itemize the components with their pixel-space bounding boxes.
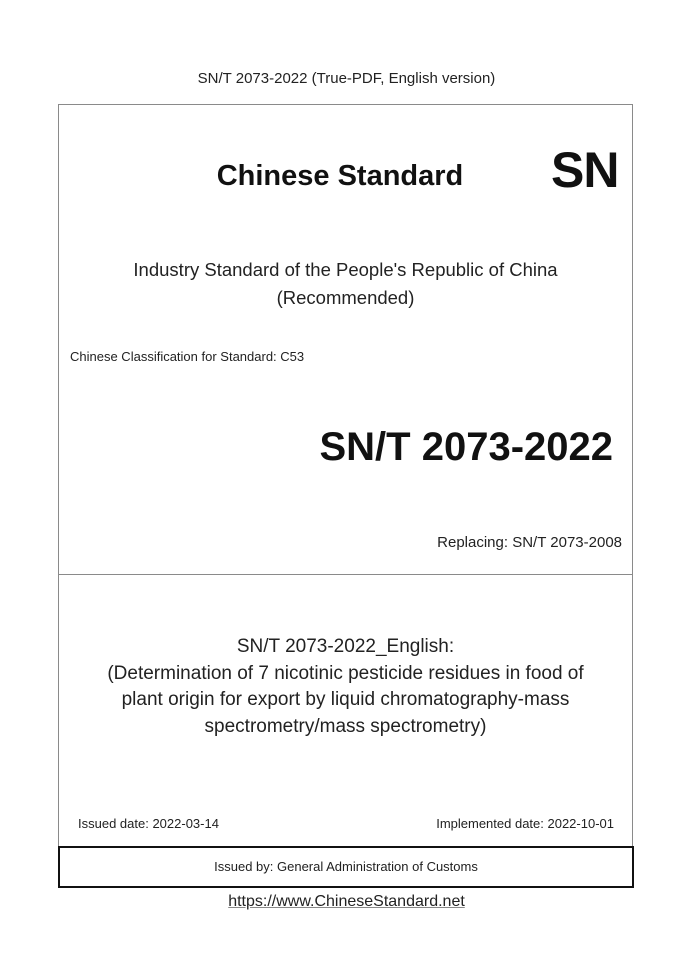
document-header-title: SN/T 2073-2022 (True-PDF, English version) — [197, 70, 496, 87]
website-link-container — [0, 893, 693, 911]
description-line-1: SN/T 2073-2022_English: — [236, 636, 455, 657]
issued-by-text: Issued by: General Administration of Customs — [214, 859, 478, 874]
website-link[interactable]: https://www.ChineseStandard.net — [228, 893, 465, 910]
issued-date: Issued date: 2022-03-14 — [78, 816, 219, 831]
classification-label: Chinese Classification for Standard: C53 — [70, 349, 305, 364]
sn-mark: SN — [551, 142, 619, 198]
standard-number: SN/T 2073-2022 — [319, 425, 613, 469]
industry-line-1: Industry Standard of the People's Republic of China — [133, 259, 558, 280]
issuer-box — [58, 846, 634, 888]
implemented-date: Implemented date: 2022-10-01 — [436, 816, 614, 831]
description-line-2: (Determination of 7 nicotinic pesticide residues in food of — [107, 662, 584, 684]
replacing-label: Replacing: SN/T 2073-2008 — [437, 534, 622, 551]
standard-description — [58, 634, 633, 740]
industry-standard-label — [58, 256, 633, 312]
industry-line-2: (Recommended) — [276, 287, 415, 308]
description-line-4: spectrometry/mass spectrometry) — [204, 715, 487, 737]
description-line-3: plant origin for export by liquid chromatography-mass — [121, 689, 570, 710]
cover-heading: Chinese Standard — [216, 160, 464, 192]
